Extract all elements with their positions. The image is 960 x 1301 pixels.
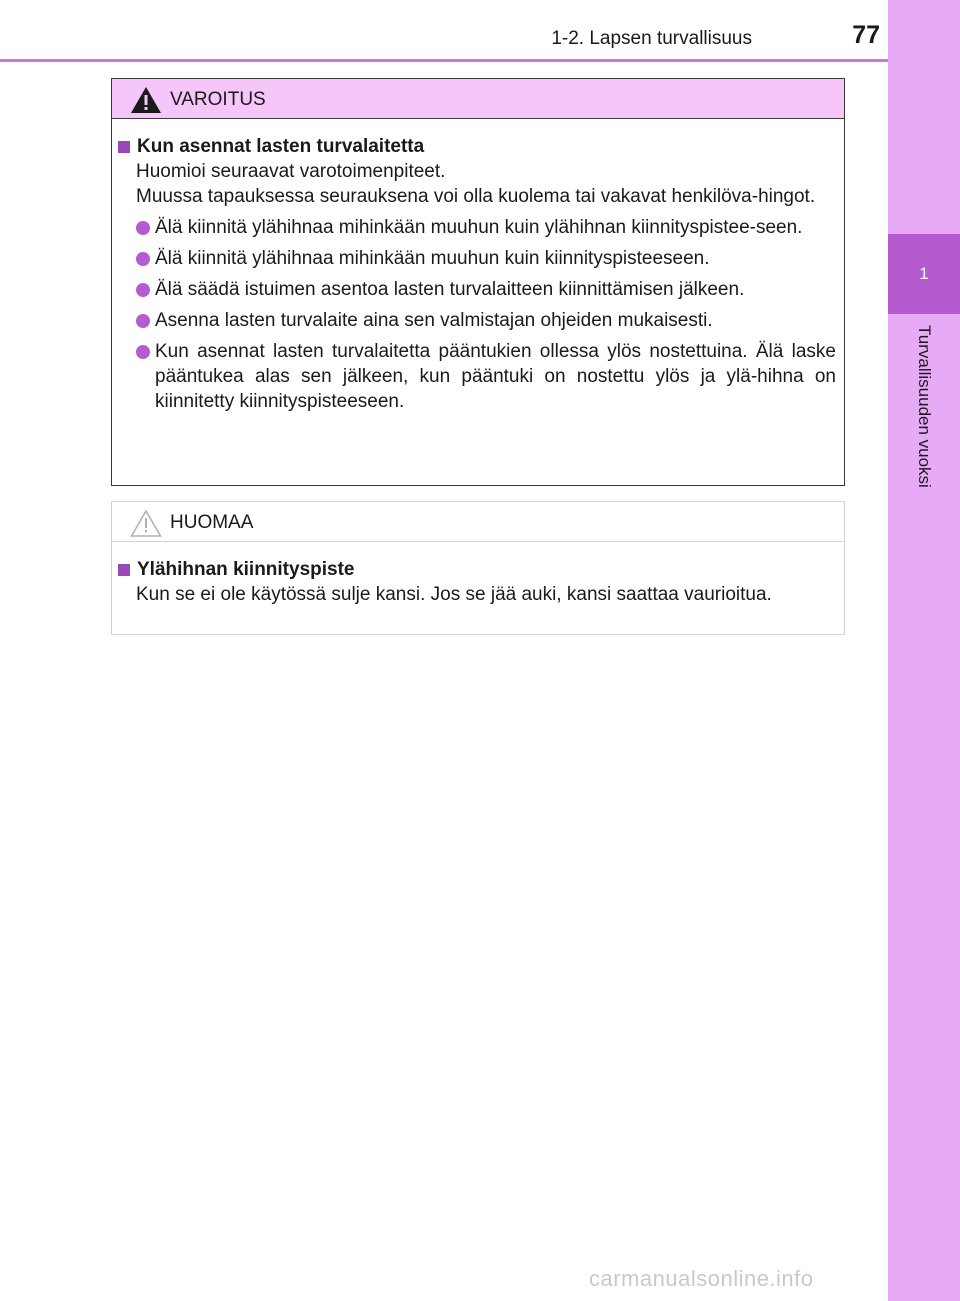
list-item-text: Älä kiinnitä ylähihnaa mihinkään muuhun kuin kiinnityspisteeseen. <box>155 248 710 269</box>
circle-bullet-icon <box>136 221 150 235</box>
list-item-text: Kun asennat lasten turvalaitetta pääntukien ollessa ylös nostettuina. Älä laske pääntukea alas sen jälkeen, kun pääntuki on nostettu ylös ja ylä-hihna on kiinnitetty kiinnityspisteeseen. <box>155 341 836 412</box>
chapter-number: 1 <box>919 264 929 283</box>
page-number: 77 <box>852 21 880 49</box>
notice-label: HUOMAA <box>170 512 254 533</box>
circle-bullet-icon <box>136 252 150 266</box>
square-bullet-icon <box>118 564 130 576</box>
caution-triangle-icon <box>130 509 162 537</box>
circle-bullet-icon <box>136 314 150 328</box>
list-item <box>136 308 836 333</box>
warning-section-title <box>118 134 836 159</box>
list-item-text: Älä säädä istuimen asentoa lasten turvalaitteen kiinnittämisen jälkeen. <box>155 279 745 300</box>
circle-bullet-icon <box>136 283 150 297</box>
side-tab <box>888 0 960 1301</box>
chapter-title: Turvallisuuden vuoksi <box>915 325 934 488</box>
circle-bullet-icon <box>136 345 150 359</box>
square-bullet-icon <box>118 141 130 153</box>
notice-section-title <box>118 557 836 582</box>
notice-text: Kun se ei ole käytössä sulje kansi. Jos se jää auki, kansi saattaa vaurioitua. <box>136 584 772 605</box>
list-item <box>136 339 836 414</box>
warning-box <box>111 78 845 486</box>
warning-bullet-list <box>118 215 836 414</box>
notice-box <box>111 501 845 635</box>
chapter-tab[interactable] <box>888 234 960 314</box>
warning-intro-line: Huomioi seuraavat varotoimenpiteet. <box>136 161 446 182</box>
warning-header <box>112 79 844 119</box>
warning-section-title-text: Kun asennat lasten turvalaitetta <box>137 136 425 157</box>
list-item <box>136 215 836 240</box>
header-section-title: 1-2. Lapsen turvallisuus <box>551 28 752 49</box>
list-item-text: Älä kiinnitä ylähihnaa mihinkään muuhun kuin ylähihnan kiinnityspistee-seen. <box>155 217 803 238</box>
notice-body <box>112 542 844 607</box>
warning-intro-line: Muussa tapauksessa seurauksena voi olla kuolema tai vakavat henkilöva-hingot. <box>136 186 816 207</box>
warning-body <box>112 119 844 414</box>
list-item-text: Asenna lasten turvalaite aina sen valmistajan ohjeiden mukaisesti. <box>155 310 713 331</box>
notice-header <box>112 502 844 542</box>
list-item <box>136 277 836 302</box>
list-item <box>136 246 836 271</box>
warning-triangle-icon <box>130 86 162 114</box>
warning-label: VAROITUS <box>170 89 266 110</box>
header-divider <box>0 59 888 62</box>
notice-section-title-text: Ylähihnan kiinnityspiste <box>137 559 355 580</box>
watermark[interactable]: carmanualsonline.info <box>589 1266 814 1291</box>
